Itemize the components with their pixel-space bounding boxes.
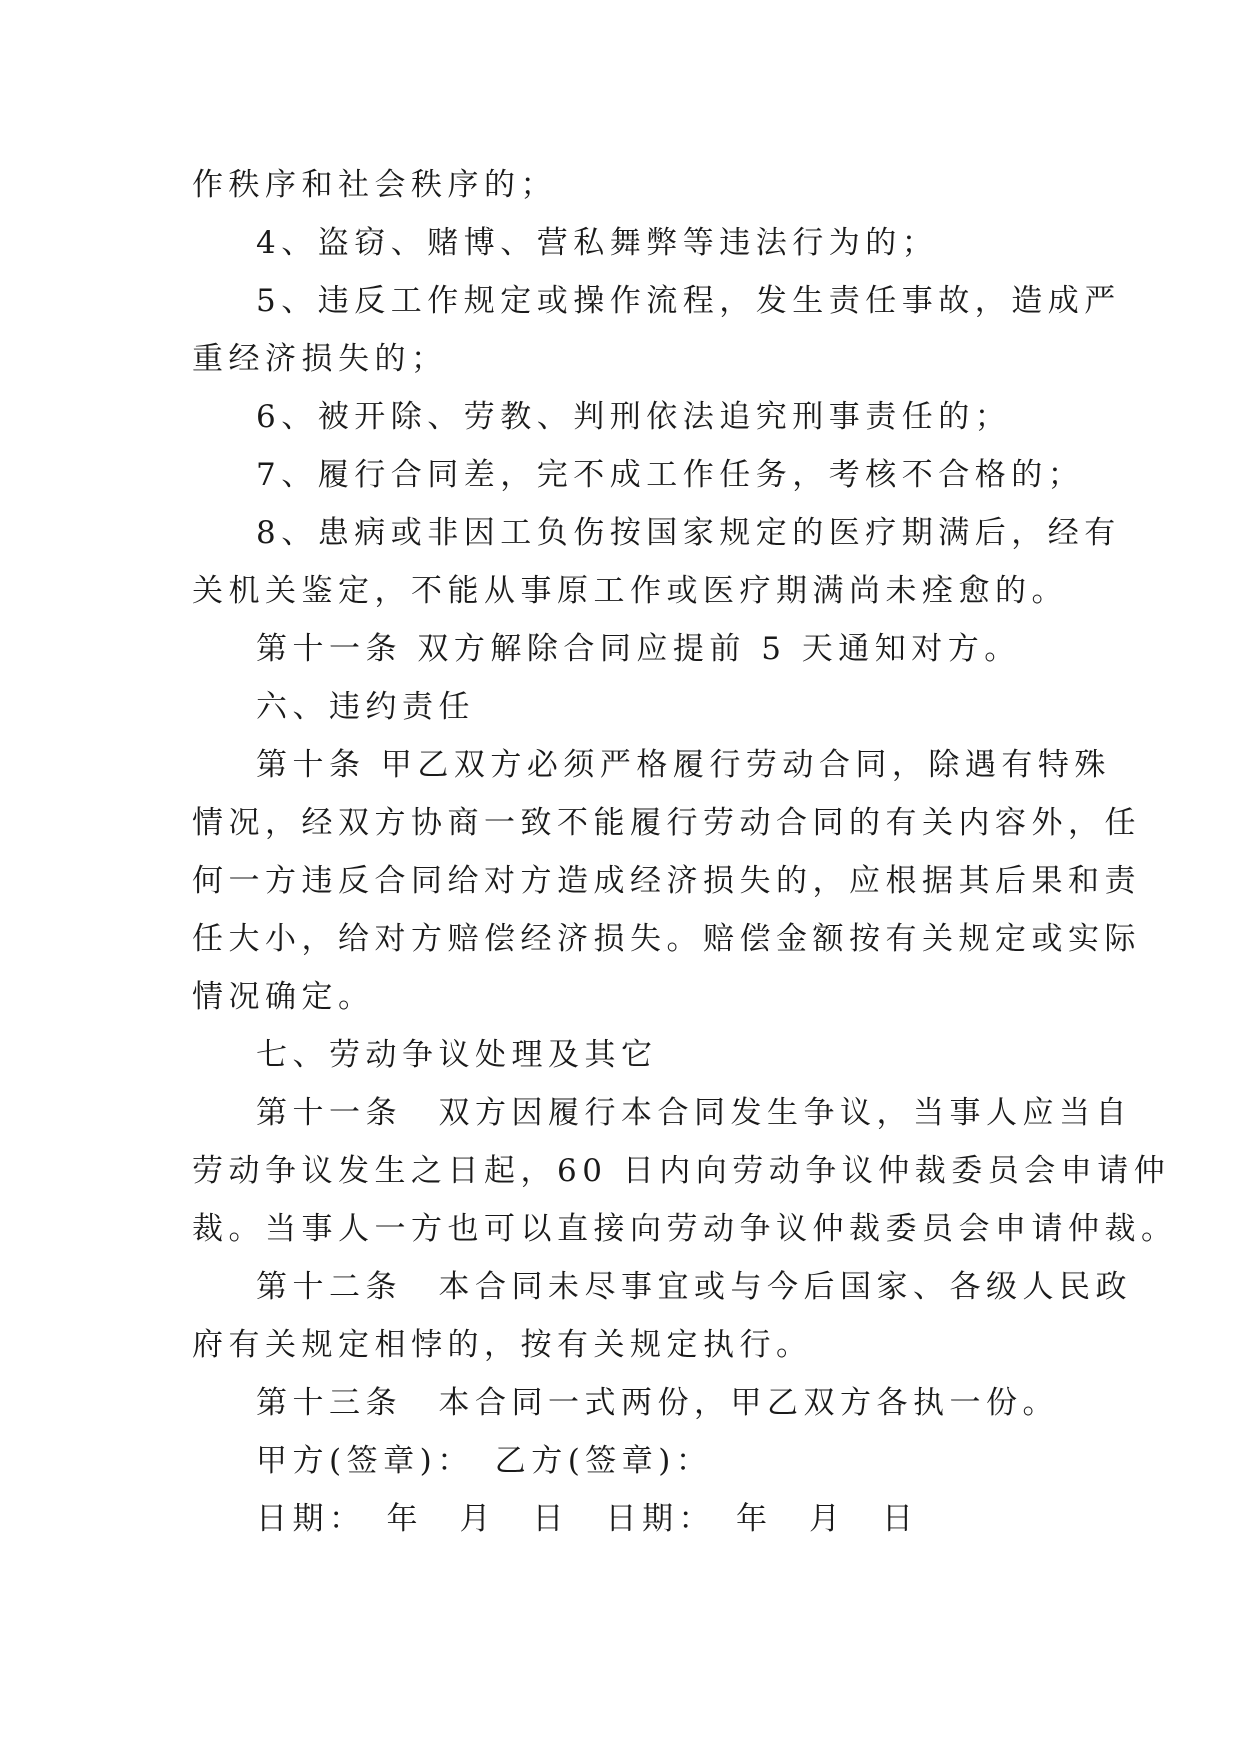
text-line-11: 第十条 甲乙双方必须严格履行劳动合同，除遇有特殊 <box>256 747 1111 783</box>
text-line-7: 8、患病或非因工负伤按国家规定的医疗期满后，经有 <box>256 515 1121 551</box>
text-line-17: 第十一条 双方因履行本合同发生争议，当事人应当自 <box>256 1095 1132 1131</box>
text-line-14: 任大小，给对方赔偿经济损失。赔偿金额按有关规定或实际 <box>192 921 1141 957</box>
text-line-4: 重经济损失的； <box>192 341 448 377</box>
text-line-6: 7、履行合同差，完不成工作任务，考核不合格的； <box>256 457 1085 493</box>
text-line-9: 第十一条 双方解除合同应提前 5 天通知对方。 <box>256 631 1021 667</box>
section-heading-liability: 六、违约责任 <box>256 689 475 725</box>
text-line-15: 情况确定。 <box>192 979 375 1015</box>
text-line-1: 作秩序和社会秩序的； <box>192 167 557 203</box>
text-line-2: 4、盗窃、赌博、营私舞弊等违法行为的； <box>256 225 939 261</box>
text-line-22: 第十三条 本合同一式两份，甲乙双方各执一份。 <box>256 1385 1059 1421</box>
signature-line: 甲方(签章)： 乙方(签章)： <box>256 1443 713 1479</box>
text-line-12: 情况，经双方协商一致不能履行劳动合同的有关内容外，任 <box>192 805 1141 841</box>
text-line-20: 第十二条 本合同未尽事宜或与今后国家、各级人民政 <box>256 1269 1132 1305</box>
text-line-19: 裁。当事人一方也可以直接向劳动争议仲裁委员会申请仲裁。 <box>192 1211 1178 1247</box>
date-line: 日期： 年 月 日 日期： 年 月 日 <box>256 1501 919 1537</box>
text-line-8: 关机关鉴定，不能从事原工作或医疗期满尚未痊愈的。 <box>192 573 1068 609</box>
section-heading-disputes: 七、劳动争议处理及其它 <box>256 1037 658 1073</box>
text-line-21: 府有关规定相悖的，按有关规定执行。 <box>192 1327 813 1363</box>
text-line-5: 6、被开除、劳教、判刑依法追究刑事责任的； <box>256 399 1012 435</box>
text-line-18: 劳动争议发生之日起，60 日内向劳动争议仲裁委员会申请仲 <box>192 1153 1171 1189</box>
text-line-13: 何一方违反合同给对方造成经济损失的，应根据其后果和责 <box>192 863 1141 899</box>
text-line-3: 5、违反工作规定或操作流程，发生责任事故，造成严 <box>256 283 1121 319</box>
